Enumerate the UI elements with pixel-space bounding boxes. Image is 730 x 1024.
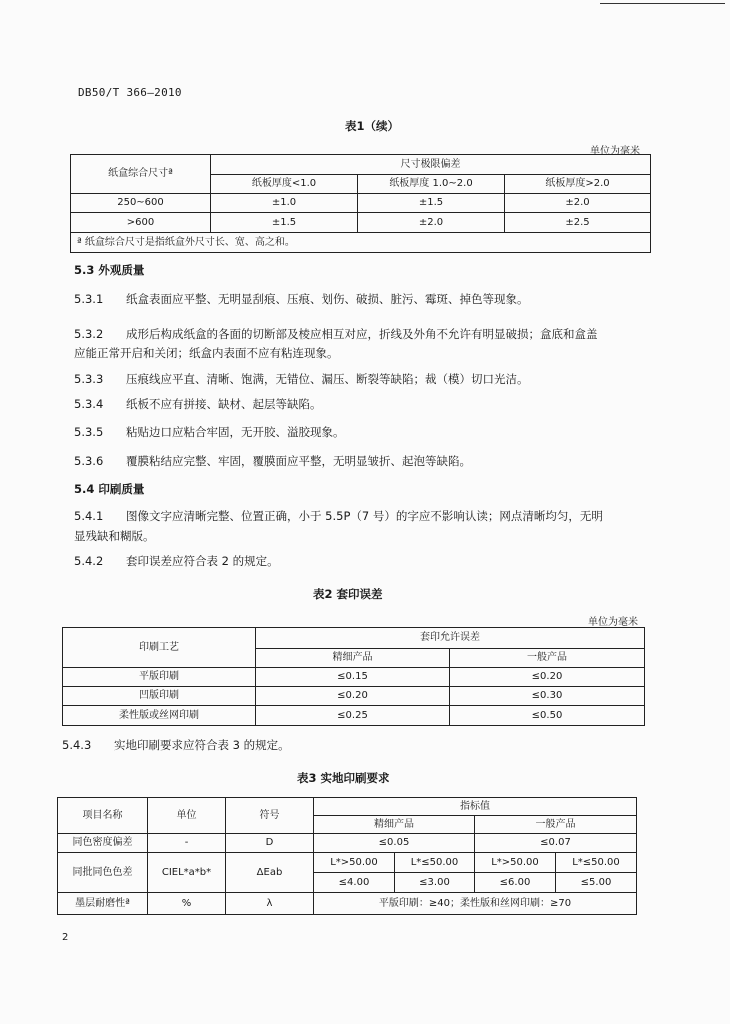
table2-row-label: 平版印刷: [63, 668, 256, 687]
table1-row-label: 250~600: [71, 194, 211, 213]
table1-col-header: 纸盒综合尺寸ª: [71, 155, 211, 194]
table1-unit: 单位为毫米: [590, 146, 640, 157]
section-5-4-heading: 5.4 印刷质量: [74, 482, 145, 496]
table1-caption: 表1（续）: [345, 119, 400, 133]
clause-5-3-3: 5.3.3 压痕线应平直、清晰、饱满，无错位、漏压、断裂等缺陷；裁（模）切口光洁。: [74, 372, 529, 386]
table2-row-label: 凹版印刷: [63, 687, 256, 706]
table3-cell: ≤4.00: [314, 873, 395, 893]
clause-5-4-2: 5.4.2 套印误差应符合表 2 的规定。: [74, 554, 279, 568]
table1-cell: ±2.0: [358, 213, 505, 233]
table3-condition-cell: L*>50.00: [475, 853, 556, 873]
table3-condition-cell: L*≤50.00: [395, 853, 475, 873]
clause-5-3-1: 5.3.1 纸盒表面应平整、无明显刮痕、压痕、划伤、破损、脏污、霉斑、掉色等现象。: [74, 292, 529, 306]
table1-cell: ±1.5: [211, 213, 358, 233]
table3-symbol-cell: D: [226, 834, 314, 853]
table1-subheader: 纸板厚度 1.0~2.0: [358, 175, 505, 194]
table3-header-name: 项目名称: [58, 798, 148, 834]
table1-cell: ±2.0: [505, 194, 651, 213]
table3: [57, 797, 637, 915]
table2-group-header: 套印允许误差: [256, 628, 645, 649]
table3-unit-cell: %: [148, 893, 226, 915]
table2-caption: 表2 套印误差: [313, 587, 383, 601]
table2-cell: ≤0.15: [256, 668, 450, 687]
table3-cell: ≤0.07: [475, 834, 637, 853]
table3-header-fine: 精细产品: [314, 816, 475, 834]
table3-row-label: 同色密度偏差: [58, 834, 148, 853]
table2-col-header: 印刷工艺: [63, 628, 256, 668]
table1-note: ª 纸盒综合尺寸是指纸盒外尺寸长、宽、高之和。: [71, 233, 651, 253]
table2-row-label: 柔性版或丝网印刷: [63, 706, 256, 726]
table2-cell: ≤0.25: [256, 706, 450, 726]
table3-header-index: 指标值: [314, 798, 637, 816]
table1-subheader: 纸板厚度<1.0: [211, 175, 358, 194]
table3-header-unit: 单位: [148, 798, 226, 834]
table2-cell: ≤0.30: [450, 687, 645, 706]
table3-cell: ≤3.00: [395, 873, 475, 893]
clause-5-3-2-cont: 应能正常开启和关闭；纸盒内表面不应有粘连现象。: [74, 346, 339, 360]
table3-header-symbol: 符号: [226, 798, 314, 834]
table3-cell: ≤0.05: [314, 834, 475, 853]
table1-cell: ±1.5: [358, 194, 505, 213]
clause-5-3-2: 5.3.2 成形后构成纸盒的各面的切断部及棱应相互对应，折线及外角不允许有明显破损；盒底和盒盖: [74, 327, 598, 341]
table3-cell: ≤5.00: [556, 873, 637, 893]
table3-row-label: 同批同色色差: [58, 853, 148, 893]
clause-5-3-6: 5.3.6 覆膜粘结应完整、牢固，覆膜面应平整，无明显皱折、起泡等缺陷。: [74, 454, 471, 468]
table3-condition-cell: L*≤50.00: [556, 853, 637, 873]
table3-condition-cell: L*>50.00: [314, 853, 395, 873]
table1-group-header: 尺寸极限偏差: [211, 155, 651, 175]
table1-row-label: >600: [71, 213, 211, 233]
table2-subheader: 精细产品: [256, 649, 450, 668]
clause-5-4-3: 5.4.3 实地印刷要求应符合表 3 的规定。: [62, 738, 290, 752]
top-rule: [600, 3, 725, 4]
clause-5-3-5: 5.3.5 粘贴边口应粘合牢固，无开胶、溢胶现象。: [74, 425, 345, 439]
table3-header-general: 一般产品: [475, 816, 637, 834]
table2-subheader: 一般产品: [450, 649, 645, 668]
table1-cell: ±1.0: [211, 194, 358, 213]
section-5-3-heading: 5.3 外观质量: [74, 263, 145, 277]
clause-5-4-1-cont: 显残缺和糊版。: [74, 529, 155, 543]
document-id: DB50/T 366—2010: [78, 86, 182, 99]
table3-unit-cell: CIEL*a*b*: [148, 853, 226, 893]
table2: [62, 627, 645, 726]
table1: [70, 154, 651, 253]
clause-5-3-4: 5.3.4 纸板不应有拼接、缺材、起层等缺陷。: [74, 397, 322, 411]
table3-unit-cell: -: [148, 834, 226, 853]
table1-subheader: 纸板厚度>2.0: [505, 175, 651, 194]
table3-cell: ≤6.00: [475, 873, 556, 893]
table3-symbol-cell: ΔEab: [226, 853, 314, 893]
table3-symbol-cell: λ: [226, 893, 314, 915]
table2-cell: ≤0.20: [256, 687, 450, 706]
table2-cell: ≤0.20: [450, 668, 645, 687]
table3-caption: 表3 实地印刷要求: [297, 771, 390, 785]
table2-cell: ≤0.50: [450, 706, 645, 726]
clause-5-4-1: 5.4.1 图像文字应清晰完整、位置正确，小于 5.5P（7 号）的字应不影响认读；网点清晰均匀，无明: [74, 509, 603, 523]
page-number: 2: [62, 932, 69, 943]
table1-cell: ±2.5: [505, 213, 651, 233]
table3-cell: 平版印刷：≥40；柔性版和丝网印刷：≥70: [314, 893, 637, 915]
table3-row-label: 墨层耐磨性ª: [58, 893, 148, 915]
table2-unit: 单位为毫米: [588, 617, 638, 628]
